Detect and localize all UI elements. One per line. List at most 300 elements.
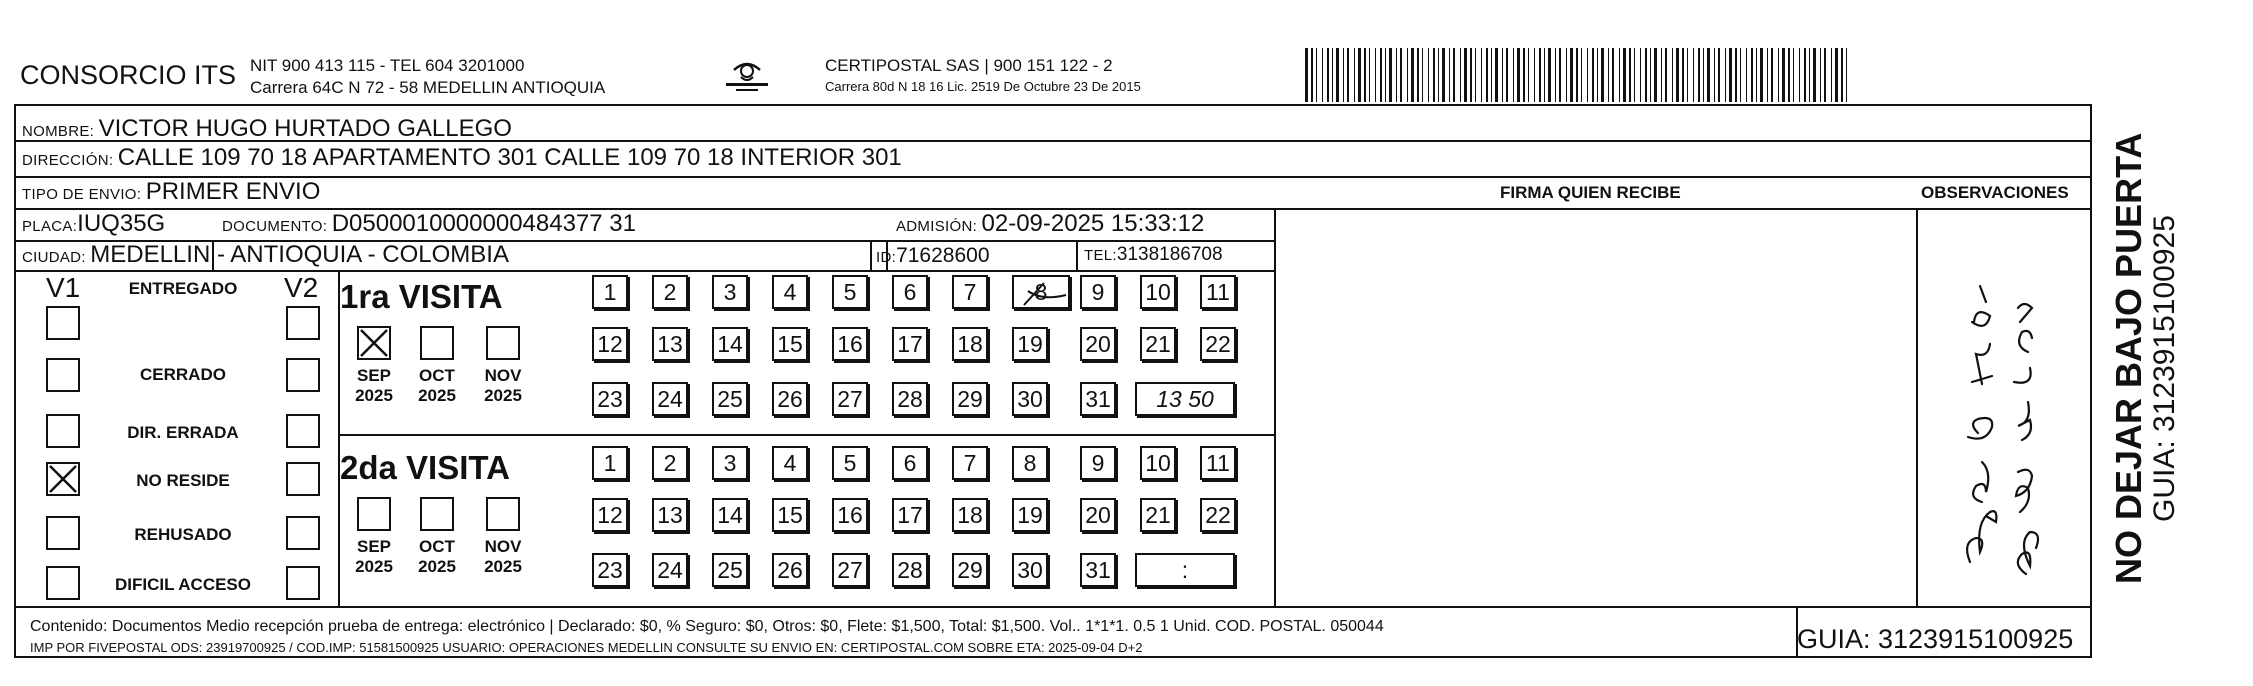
day-number: 15 <box>777 501 803 528</box>
guide-form <box>14 104 2092 658</box>
day-number: 2 <box>663 278 677 305</box>
day-number: 9 <box>1091 449 1105 476</box>
day-number: 23 <box>597 556 623 583</box>
barcode-bar <box>1778 48 1779 102</box>
day-number: 20 <box>1085 501 1111 528</box>
day-number: 21 <box>1145 501 1171 528</box>
barcode-bar <box>1665 48 1667 102</box>
visit1-day-box[interactable] <box>1140 275 1176 309</box>
tel-value: 3138186708 <box>1116 244 1223 265</box>
nombre-value: VICTOR HUGO HURTADO GALLEGO <box>98 115 512 142</box>
day-number: 15 <box>777 330 803 357</box>
visit2-day-box[interactable] <box>592 446 628 480</box>
barcode-bar <box>1687 48 1688 102</box>
day-number: 19 <box>1017 330 1043 357</box>
visit1-day-box[interactable] <box>652 275 688 309</box>
day-number: 14 <box>717 501 743 528</box>
company-address: Carrera 64C N 72 - 58 MEDELLIN ANTIOQUIA <box>250 78 606 97</box>
visit1-day-box[interactable] <box>952 327 988 361</box>
visit1-day-box[interactable] <box>1012 327 1048 361</box>
tipo-value: PRIMER ENVIO <box>145 178 321 205</box>
barcode-bar <box>1729 48 1732 102</box>
visit2-day-box[interactable] <box>652 498 688 532</box>
barcode-bar <box>1407 48 1408 102</box>
visit1-day-box[interactable] <box>1080 382 1116 416</box>
visit2-day-box[interactable] <box>712 553 748 587</box>
visit1-day-box[interactable] <box>652 382 688 416</box>
barcode-bar <box>1486 48 1488 102</box>
visit2-day-box[interactable] <box>652 446 688 480</box>
visit2-month-checkbox[interactable] <box>357 497 391 531</box>
day-number: 27 <box>837 385 863 412</box>
barcode-bar <box>1475 48 1476 102</box>
barcode-bar <box>1396 48 1397 102</box>
v1-header: V1 <box>46 272 81 303</box>
visit1-day-box[interactable] <box>1200 275 1236 309</box>
day-number: 30 <box>1017 556 1043 583</box>
visit2-day-box[interactable] <box>652 553 688 587</box>
visit2-day-box[interactable] <box>772 553 808 587</box>
status-label: DIFICIL ACCESO <box>114 575 251 594</box>
visit1-day-box[interactable] <box>712 382 748 416</box>
v2-header: V2 <box>284 272 319 303</box>
rule <box>338 270 340 606</box>
barcode-bar <box>1460 48 1461 102</box>
barcode-bar <box>1364 48 1366 102</box>
visit2-day-box[interactable] <box>952 553 988 587</box>
visit2-day-box[interactable] <box>772 446 808 480</box>
visit2-day-box[interactable] <box>1200 498 1236 532</box>
visit1-day-box[interactable] <box>1012 275 1070 309</box>
day-number: 11 <box>1206 278 1230 305</box>
day-number: 28 <box>897 556 923 583</box>
barcode-bar <box>1369 48 1370 102</box>
barcode-bar <box>1698 48 1700 102</box>
barcode-bar <box>1587 48 1588 102</box>
barcode-bar <box>1517 48 1520 102</box>
barcode-bar <box>1428 48 1429 102</box>
visit2-month-label: NOV 2025 <box>484 537 522 577</box>
visit1-month-checkbox[interactable] <box>420 326 454 360</box>
barcode-bar <box>1438 48 1439 102</box>
day-number: 10 <box>1145 278 1171 305</box>
barcode-bar <box>1714 48 1715 102</box>
visit2-day-box[interactable] <box>892 498 928 532</box>
barcode-bar <box>1534 48 1535 102</box>
visit2-day-box[interactable] <box>832 553 868 587</box>
visit1-day-box[interactable] <box>592 275 628 309</box>
barcode-bar <box>1481 48 1482 102</box>
day-number: 5 <box>843 278 857 305</box>
visit2-day-box[interactable] <box>1012 553 1048 587</box>
visit2-day-box[interactable] <box>592 498 628 532</box>
visit1-month-checkbox[interactable] <box>486 326 520 360</box>
visit1-day-box[interactable] <box>712 327 748 361</box>
barcode-bar <box>1417 48 1419 102</box>
barcode-bar <box>1566 48 1567 102</box>
day-number: 4 <box>783 449 797 476</box>
visit1-title: 1ra VISITA <box>340 278 503 315</box>
day-number: 24 <box>657 385 683 412</box>
status-label: CERRADO <box>140 365 226 384</box>
visit2-title: 2da VISITA <box>340 449 510 486</box>
visit1-day-box[interactable] <box>1080 275 1116 309</box>
barcode-bar <box>1327 48 1329 102</box>
visit1-day-box[interactable] <box>1080 327 1116 361</box>
barcode-bar <box>1725 48 1726 102</box>
visit2-month-label: SEP 2025 <box>355 537 393 577</box>
day-number: 8 <box>1034 278 1048 305</box>
rule <box>338 434 1274 436</box>
visit1-month-checkbox[interactable] <box>357 326 391 360</box>
day-number: 29 <box>957 556 983 583</box>
visit1-day-box[interactable] <box>832 382 868 416</box>
barcode-bar <box>1576 48 1578 102</box>
barcode-bar <box>1693 48 1694 102</box>
barcode-bar <box>1311 48 1313 102</box>
barcode-bar <box>1640 48 1641 102</box>
barcode-bar <box>1676 48 1679 102</box>
day-number: 12 <box>597 330 623 357</box>
visit2-month-label: OCT 2025 <box>418 537 456 577</box>
visit1-day-box[interactable] <box>592 327 628 361</box>
barcode-bar <box>1464 48 1467 102</box>
barcode-bar <box>1495 48 1498 102</box>
documento-label: DOCUMENTO: <box>222 218 328 235</box>
barcode-bar <box>1782 48 1785 102</box>
side-warning: NO DEJAR BAJO PUERTA <box>2108 132 2149 584</box>
barcode-bar <box>1841 48 1843 102</box>
visit1-day-box[interactable] <box>952 275 988 309</box>
day-number: 20 <box>1085 330 1111 357</box>
day-number: 22 <box>1205 330 1231 357</box>
day-number: 13 <box>657 330 683 357</box>
certipostal-line: CERTIPOSTAL SAS | 900 151 122 - 2 <box>825 56 1113 75</box>
admision-label: ADMISIÓN: <box>896 218 978 235</box>
visit1-day-box[interactable] <box>892 382 928 416</box>
barcode-bar <box>1846 48 1847 102</box>
rule <box>16 270 1274 272</box>
visit1-day-box[interactable] <box>772 382 808 416</box>
day-number: 28 <box>897 385 923 412</box>
company-name: CONSORCIO ITS <box>20 60 237 90</box>
documento-value: D0500010000000484377 31 <box>331 210 636 237</box>
day-number: 18 <box>957 330 983 357</box>
barcode-bar <box>1380 48 1382 102</box>
day-number: 18 <box>957 501 983 528</box>
day-number: 4 <box>783 278 797 305</box>
id-label: ID: <box>876 249 897 266</box>
visit2-day-box[interactable] <box>1140 446 1176 480</box>
rule <box>16 606 2090 608</box>
barcode-bar <box>1788 48 1790 102</box>
barcode-bar <box>1453 48 1455 102</box>
barcode-bar <box>1619 48 1620 102</box>
barcode-bar <box>1343 48 1344 102</box>
visit1-day-box[interactable] <box>952 382 988 416</box>
barcode-bar <box>1682 48 1684 102</box>
v1-checkbox[interactable] <box>46 462 80 496</box>
barcode-bar <box>1400 48 1402 102</box>
barcode-bar <box>1771 48 1773 102</box>
barcode-bar <box>1442 48 1445 102</box>
barcode-bar <box>1799 48 1800 102</box>
visit2-day-box[interactable] <box>592 553 628 587</box>
barcode-bar <box>1707 48 1710 102</box>
visit2-day-box[interactable] <box>892 446 928 480</box>
barcode-bar <box>1411 48 1414 102</box>
day-number: 22 <box>1205 501 1231 528</box>
barcode-bar <box>1672 48 1673 102</box>
visit2-day-box[interactable] <box>1012 498 1048 532</box>
visit1-time-value: 13 50 <box>1156 385 1214 412</box>
day-number: 1 <box>603 449 617 476</box>
day-number: 24 <box>657 556 683 583</box>
firma-header: FIRMA QUIEN RECIBE <box>1500 183 1681 202</box>
barcode-bar <box>1347 48 1349 102</box>
placa-value: IUQ35G <box>77 210 166 237</box>
v1-checkbox[interactable] <box>46 414 80 448</box>
barcode-bar <box>1375 48 1376 102</box>
certipostal-logo-icon <box>712 56 782 96</box>
day-number: 6 <box>903 449 917 476</box>
rule <box>16 176 2090 178</box>
day-number: 12 <box>597 501 623 528</box>
visit1-day-box[interactable] <box>652 327 688 361</box>
visit2-day-box[interactable] <box>712 446 748 480</box>
barcode-bar <box>1449 48 1450 102</box>
visit2-time-value: : <box>1181 556 1189 583</box>
barcode-bar <box>1804 48 1806 102</box>
barcode-bar <box>1354 48 1355 102</box>
side-guia: GUIA: 3123915100925 <box>2148 215 2181 522</box>
ciudad-value: MEDELLIN - ANTIOQUIA - COLOMBIA <box>90 241 509 268</box>
visit1-day-box[interactable] <box>1200 327 1236 361</box>
admision-value: 02-09-2025 15:33:12 <box>981 210 1205 237</box>
day-number: 19 <box>1017 501 1043 528</box>
barcode-bar <box>1760 48 1763 102</box>
company-nit: NIT 900 413 115 - TEL 604 3201000 <box>250 56 525 75</box>
barcode-bar <box>1756 48 1757 102</box>
day-number: 11 <box>1206 449 1230 476</box>
barcode-bar <box>1513 48 1514 102</box>
barcode-bar <box>1597 48 1598 102</box>
direccion-label: DIRECCIÓN: <box>22 152 114 169</box>
v2-checkbox[interactable] <box>286 462 320 496</box>
day-number: 3 <box>723 278 737 305</box>
barcode-bar <box>1809 48 1810 102</box>
visit2-day-box[interactable] <box>1080 553 1116 587</box>
visit1-time-box[interactable] <box>1135 382 1235 416</box>
barcode-bar <box>1322 48 1323 102</box>
visit2-day-box[interactable] <box>832 446 868 480</box>
day-number: 27 <box>837 556 863 583</box>
day-number: 25 <box>717 556 743 583</box>
visit1-day-box[interactable] <box>892 275 928 309</box>
visit2-day-box[interactable] <box>772 498 808 532</box>
barcode-bar <box>1623 48 1626 102</box>
license-line: Carrera 80d N 18 16 Lic. 2519 De Octubre 23 De 2015 <box>825 79 1141 94</box>
barcode-bar <box>1548 48 1551 102</box>
v2-checkbox[interactable] <box>286 566 320 600</box>
barcode-bar <box>1767 48 1768 102</box>
day-number: 3 <box>723 449 737 476</box>
barcode-bar <box>1316 48 1317 102</box>
visit1-day-box[interactable] <box>592 382 628 416</box>
barcode-bar <box>1422 48 1423 102</box>
day-number: 31 <box>1085 556 1111 583</box>
visit2-month-checkbox[interactable] <box>420 497 454 531</box>
day-number: 6 <box>903 278 917 305</box>
barcode-bar <box>1555 48 1556 102</box>
visit2-day-box[interactable] <box>1012 446 1048 480</box>
visit2-day-box[interactable] <box>1080 498 1116 532</box>
visit1-day-box[interactable] <box>772 275 808 309</box>
day-number: 7 <box>963 278 977 305</box>
day-number: 26 <box>777 385 803 412</box>
handwritten-signature-icon <box>1950 262 2080 587</box>
visit2-day-box[interactable] <box>892 553 928 587</box>
v1-checkbox[interactable] <box>46 358 80 392</box>
barcode-bar <box>1502 48 1503 102</box>
visit2-day-box[interactable] <box>1080 446 1116 480</box>
barcode-bar <box>1385 48 1386 102</box>
visit2-time-box[interactable] <box>1135 553 1235 587</box>
barcode-bar <box>1751 48 1753 102</box>
v2-checkbox[interactable] <box>286 516 320 550</box>
barcode-bar <box>1332 48 1333 102</box>
day-number: 14 <box>717 330 743 357</box>
barcode-bar <box>1470 48 1472 102</box>
day-number: 10 <box>1145 449 1171 476</box>
visit1-month-label: SEP 2025 <box>355 366 393 406</box>
status-label: ENTREGADO <box>128 279 238 298</box>
visit2-month-checkbox[interactable] <box>486 497 520 531</box>
visit2-day-box[interactable] <box>1200 446 1236 480</box>
visit1-day-box[interactable] <box>1140 327 1176 361</box>
day-number: 30 <box>1017 385 1043 412</box>
day-number: 16 <box>837 501 863 528</box>
barcode-bar <box>1612 48 1614 102</box>
v2-checkbox[interactable] <box>286 414 320 448</box>
barcode-bar <box>1559 48 1561 102</box>
day-number: 23 <box>597 385 623 412</box>
barcode-bar <box>1336 48 1339 102</box>
rule <box>1076 240 1078 270</box>
barcode-bar <box>1305 48 1308 102</box>
barcode-bar <box>1813 48 1816 102</box>
barcode-bar <box>1746 48 1747 102</box>
barcode-bar <box>1820 48 1821 102</box>
day-number: 26 <box>777 556 803 583</box>
rule <box>874 270 876 271</box>
visit1-month-label: NOV 2025 <box>484 366 522 406</box>
barcode-icon <box>1305 48 1855 102</box>
barcode-bar <box>1703 48 1704 102</box>
barcode-bar <box>1634 48 1635 102</box>
status-label: DIR. ERRADA <box>127 423 239 442</box>
visit1-day-box[interactable] <box>892 327 928 361</box>
tel-label: TEL: <box>1084 247 1117 264</box>
direccion-value: CALLE 109 70 18 APARTAMENTO 301 CALLE 109 70 18 INTERIOR 301 <box>117 144 902 171</box>
rule <box>1916 208 1918 606</box>
barcode-bar <box>1735 48 1737 102</box>
nombre-label: NOMBRE: <box>22 123 95 140</box>
visit1-day-box[interactable] <box>1012 382 1048 416</box>
barcode-bar <box>1544 48 1545 102</box>
day-number: 21 <box>1145 330 1171 357</box>
footer-guia: GUIA: 3123915100925 <box>1797 624 2074 654</box>
barcode-bar <box>1629 48 1631 102</box>
visit2-day-box[interactable] <box>952 446 988 480</box>
rule <box>870 240 872 270</box>
barcode-bar <box>1389 48 1392 102</box>
barcode-bar <box>1654 48 1657 102</box>
visit1-day-box[interactable] <box>832 275 868 309</box>
v1-checkbox[interactable] <box>46 516 80 550</box>
day-number: 16 <box>837 330 863 357</box>
footer-imp: IMP POR FIVEPOSTAL ODS: 23919700925 / COD.IMP: 51581500925 USUARIO: OPERACIONES MEDELLIN CONSULTE SU ENVIO EN: CERTIPOSTAL.COM SOBRE ETA: 2025-09-04 D+2 <box>30 640 1143 655</box>
placa-label: PLACA: <box>22 218 78 235</box>
visit2-day-box[interactable] <box>832 498 868 532</box>
id-value: 71628600 <box>896 244 990 267</box>
visit2-day-box[interactable] <box>712 498 748 532</box>
barcode-bar <box>1528 48 1529 102</box>
tipo-label: TIPO DE ENVIO: <box>22 186 142 203</box>
barcode-bar <box>1523 48 1525 102</box>
barcode-bar <box>1835 48 1838 102</box>
barcode-bar <box>1491 48 1492 102</box>
day-number: 7 <box>963 449 977 476</box>
v1-checkbox[interactable] <box>46 566 80 600</box>
barcode-bar <box>1601 48 1604 102</box>
barcode-bar <box>1570 48 1573 102</box>
barcode-bar <box>1506 48 1508 102</box>
status-label: REHUSADO <box>134 525 232 544</box>
day-number: 5 <box>843 449 857 476</box>
visit2-day-box[interactable] <box>952 498 988 532</box>
barcode-bar <box>1661 48 1662 102</box>
visit1-day-box[interactable] <box>772 327 808 361</box>
barcode-bar <box>1824 48 1826 102</box>
barcode-bar <box>1718 48 1720 102</box>
visit1-day-box[interactable] <box>712 275 748 309</box>
day-number: 17 <box>897 330 923 357</box>
barcode-bar <box>1831 48 1832 102</box>
status-label: NO RESIDE <box>136 471 230 490</box>
barcode-bar <box>1433 48 1435 102</box>
barcode-bar <box>1592 48 1594 102</box>
day-number: 9 <box>1091 278 1105 305</box>
observaciones-header: OBSERVACIONES <box>1921 183 2069 202</box>
v2-checkbox[interactable] <box>286 358 320 392</box>
day-number: 1 <box>603 278 617 305</box>
barcode-bar <box>1539 48 1541 102</box>
barcode-bar <box>1650 48 1651 102</box>
v1-checkbox[interactable] <box>46 306 80 340</box>
day-number: 25 <box>717 385 743 412</box>
day-number: 8 <box>1023 449 1037 476</box>
day-number: 2 <box>663 449 677 476</box>
barcode-bar <box>1581 48 1582 102</box>
visit2-day-box[interactable] <box>1140 498 1176 532</box>
ciudad-label: CIUDAD: <box>22 249 86 266</box>
footer-contenido: Contenido: Documentos Medio recepción prueba de entrega: electrónico | Declarado: $0, % Seguro: $0, Otros: $0, Flete: $1,500, Total: $1,500. Vol.. 1*1*1. 0.5 1 Unid. COD. POSTAL. 050044 <box>30 618 1384 635</box>
v2-checkbox[interactable] <box>286 306 320 340</box>
visit1-day-box[interactable] <box>832 327 868 361</box>
day-number: 31 <box>1085 385 1111 412</box>
day-number: 17 <box>897 501 923 528</box>
